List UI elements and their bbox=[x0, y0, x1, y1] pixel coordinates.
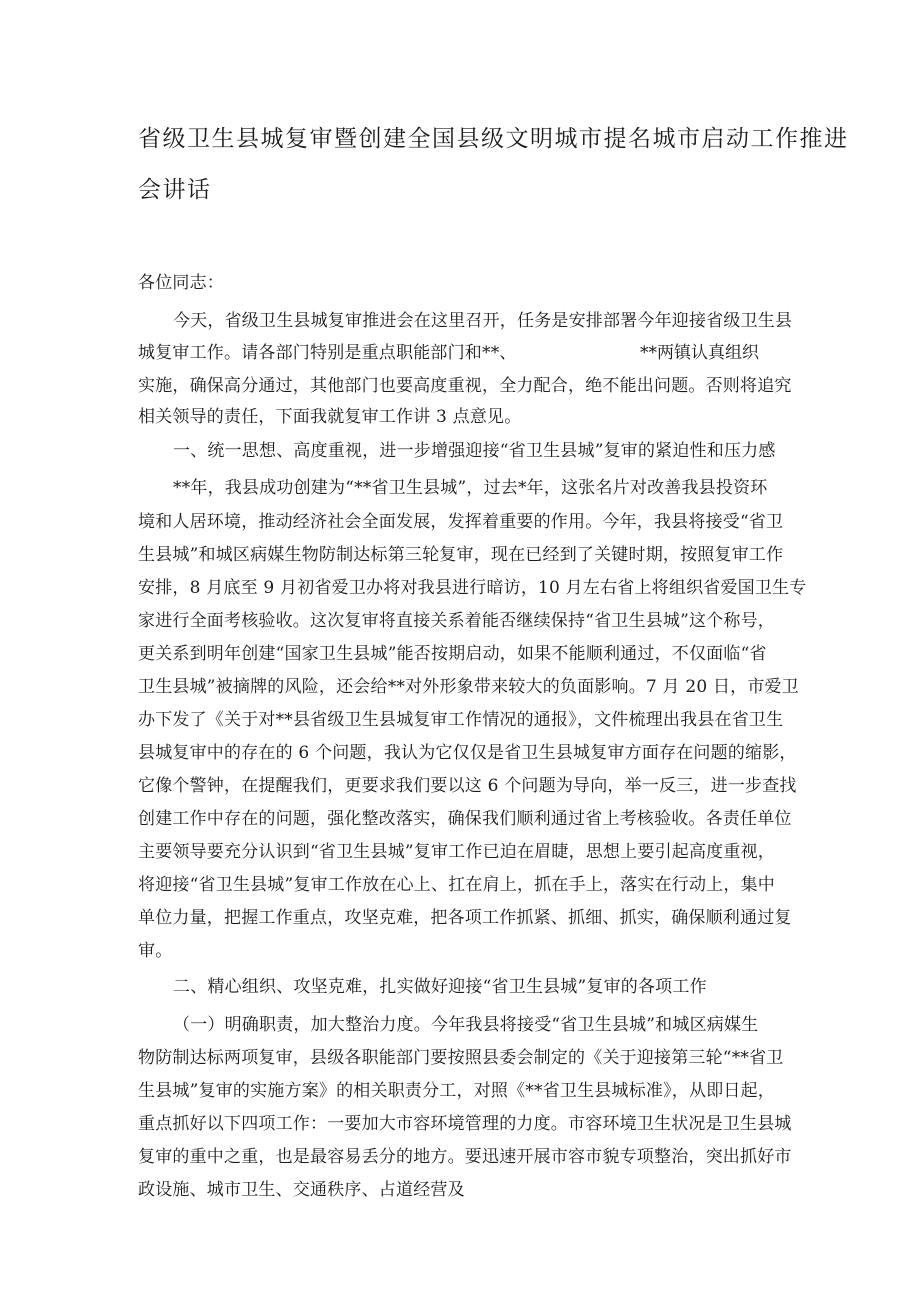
paragraph-line: 实施，确保高分通过，其他部门也要高度重视，全力配合，绝不能出问题。否则将追究 bbox=[138, 376, 792, 396]
paragraph-line: 境和人居环境，推动经济社会全面发展，发挥着重要的作用。今年，我县将接受“省卫 bbox=[138, 512, 784, 532]
paragraph-line: 更关系到明年创建“国家卫生县城”能否按期启动，如果不能顺利通过，不仅面临“省 bbox=[138, 644, 767, 664]
paragraph-line: 审。 bbox=[138, 941, 173, 961]
paragraph-line: 主要领导要充分认识到“省卫生县城”复审工作已迫在眉睫，思想上要引起高度重视， bbox=[138, 842, 775, 862]
document-title-line-2: 会讲话 bbox=[138, 177, 212, 203]
paragraph-line: 创建工作中存在的问题，强化整改落实，确保我们顺利通过省上考核验收。各责任单位 bbox=[138, 809, 792, 829]
paragraph-line: 政设施、城市卫生、交通秩序、占道经营及 bbox=[138, 1180, 465, 1200]
section-heading-2: 二、精心组织、攻坚克难，扎实做好迎接“省卫生县城”复审的各项工作 bbox=[173, 977, 707, 997]
document-title-line-1: 省级卫生县城复审暨创建全国县级文明城市提名城市启动工作推进 bbox=[138, 126, 849, 152]
paragraph-line: 生县城”复审的实施方案》的相关职责分工，对照《**省卫生县城标准》，从即日起， bbox=[138, 1081, 775, 1101]
paragraph-line: 安排，8 月底至 9 月初省爱卫办将对我县进行暗访，10 月左右省上将组织省爱国卫生专 bbox=[138, 578, 807, 598]
paragraph-line: 卫生县城”被摘牌的风险，还会给**对外形象带来较大的负面影响。7 月 20 日，市爱卫 bbox=[138, 677, 799, 697]
paragraph-line: 城复审工作。请各部门特别是重点职能部门和**、 bbox=[138, 343, 517, 363]
paragraph-line: 物防制达标两项复审，县级各职能部门要按照县委会制定的《关于迎接第三轮“**省卫 bbox=[138, 1048, 784, 1068]
section-heading-1: 一、统一思想、高度重视，进一步增强迎接“省卫生县城”复审的紧迫性和压力感 bbox=[173, 441, 776, 461]
paragraph-line: 今天，省级卫生县城复审推进会在这里召开，任务是安排部署今年迎接省级卫生县 bbox=[173, 311, 793, 331]
paragraph-line: 将迎接“省卫生县城”复审工作放在心上、扛在肩上，抓在手上，落实在行动上，集中 bbox=[138, 875, 775, 895]
paragraph-line: 县城复审中的存在的 6 个问题，我认为它仅仅是省卫生县城复审方面存在问题的缩影， bbox=[138, 743, 797, 763]
salutation: 各位同志： bbox=[138, 273, 224, 293]
paragraph-line: **两镇认真组织 bbox=[640, 343, 759, 363]
paragraph-line: 办下发了《关于对**县省级卫生县城复审工作情况的通报》，文件梳理出我县在省卫生 bbox=[138, 710, 784, 730]
paragraph-line: 家进行全面考核验收。这次复审将直接关系着能否继续保持“省卫生县城”这个称号， bbox=[138, 611, 775, 631]
paragraph-line: **年，我县成功创建为“**省卫生县城”，过去*年，这张名片对改善我县投资环 bbox=[173, 478, 768, 498]
paragraph-line: 重点抓好以下四项工作：一要加大市容环境管理的力度。市容环境卫生状况是卫生县城 bbox=[138, 1114, 792, 1134]
paragraph-line: 相关领导的责任，下面我就复审工作讲 3 点意见。 bbox=[138, 407, 522, 427]
paragraph-line: 复审的重中之重，也是最容易丢分的地方。要迅速开展市容市貌专项整治，突出抓好市 bbox=[138, 1147, 792, 1167]
paragraph-line: 它像个警钟，在提醒我们，更要求我们要以这 6 个问题为导向，举一反三，进一步查找 bbox=[138, 776, 797, 796]
paragraph-line: 单位力量，把握工作重点，攻坚克难，把各项工作抓紧、抓细、抓实，确保顺利通过复 bbox=[138, 908, 792, 928]
paragraph-line: 生县城”和城区病媒生物防制达标第三轮复审，现在已经到了关键时期，按照复审工作 bbox=[138, 545, 784, 565]
paragraph-line: （一）明确职责，加大整治力度。今年我县将接受“省卫生县城”和城区病媒生 bbox=[173, 1015, 759, 1035]
